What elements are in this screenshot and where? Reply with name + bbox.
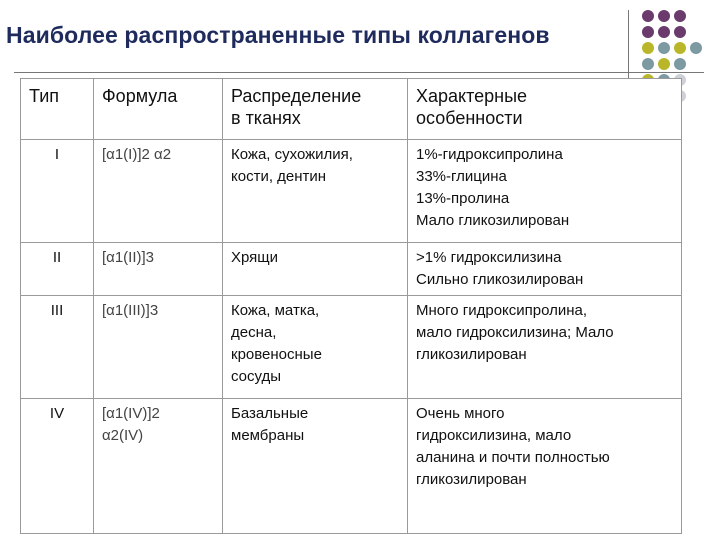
decorative-horizontal-line [14, 72, 704, 73]
slide-title: Наиболее распространенные типы коллагенов [6, 22, 550, 48]
dot-icon [658, 58, 670, 70]
dot-icon [674, 42, 686, 54]
distribution-cell [223, 243, 408, 296]
header-features-line: Характерные [416, 86, 528, 106]
distribution-line: Кожа, матка, [231, 302, 320, 319]
formula-cell [94, 296, 223, 399]
type-cell: II [21, 243, 94, 296]
distribution-line: Базальные [231, 405, 309, 422]
header-distribution-line: Распределение [231, 86, 362, 106]
table-row [21, 140, 682, 243]
type-cell: III [21, 296, 94, 399]
features-line: Мало гликозилирован [416, 212, 570, 229]
dot-icon [674, 58, 686, 70]
features-line: мало гидроксилизина; Мало [416, 324, 614, 341]
header-formula: Формула [94, 79, 223, 140]
formula-cell [94, 140, 223, 243]
distribution-line: кровеносные [231, 346, 322, 363]
distribution-cell [223, 399, 408, 534]
distribution-line: мембраны [231, 427, 305, 444]
features-cell [408, 140, 682, 243]
dot-icon [690, 42, 702, 54]
features-cell [408, 243, 682, 296]
features-line: гидроксилизина, мало [416, 427, 572, 444]
dot-icon [642, 26, 654, 38]
features-line: >1% гидроксилизина [416, 249, 562, 266]
features-line: Очень много [416, 405, 505, 422]
type-cell: I [21, 140, 94, 243]
table-row [21, 296, 682, 399]
dot-icon [658, 10, 670, 22]
formula-cell [94, 243, 223, 296]
dot-icon [642, 42, 654, 54]
distribution-line: сосуды [231, 368, 282, 385]
collagen-types-table [20, 78, 682, 534]
features-line: гликозилирован [416, 346, 527, 363]
header-features-line: особенности [416, 108, 523, 128]
formula-line: [α1(II)]3 [102, 249, 155, 266]
features-line: 1%-гидроксипролина [416, 146, 563, 163]
formula-cell [94, 399, 223, 534]
formula-line: [α1(IV)]2 [102, 405, 160, 422]
formula-line: α2(IV) [102, 427, 144, 444]
table-row [21, 399, 682, 534]
dot-icon [642, 10, 654, 22]
header-distribution [223, 79, 408, 140]
header-type: Тип [21, 79, 94, 140]
features-line: 13%-пролина [416, 190, 510, 207]
distribution-line: Кожа, сухожилия, [231, 146, 353, 163]
distribution-line: Хрящи [231, 249, 279, 266]
distribution-cell [223, 140, 408, 243]
dot-icon [674, 26, 686, 38]
features-line: гликозилирован [416, 471, 527, 488]
table-row [21, 243, 682, 296]
features-cell [408, 399, 682, 534]
dot-icon [658, 42, 670, 54]
distribution-line: кости, дентин [231, 168, 327, 185]
table-header-row [21, 79, 682, 140]
header-distribution-line: в тканях [231, 108, 301, 128]
features-line: Сильно гликозилирован [416, 271, 584, 288]
features-cell [408, 296, 682, 399]
distribution-line: десна, [231, 324, 277, 341]
type-cell: IV [21, 399, 94, 534]
features-line: 33%-глицина [416, 168, 507, 185]
header-features [408, 79, 682, 140]
formula-line: [α1(III)]3 [102, 302, 159, 319]
features-line: аланина и почти полностью [416, 449, 610, 466]
dot-icon [658, 26, 670, 38]
formula-line: [α1(I)]2 α2 [102, 146, 172, 163]
dot-icon [674, 10, 686, 22]
distribution-cell [223, 296, 408, 399]
dot-icon [642, 58, 654, 70]
features-line: Много гидроксипролина, [416, 302, 588, 319]
